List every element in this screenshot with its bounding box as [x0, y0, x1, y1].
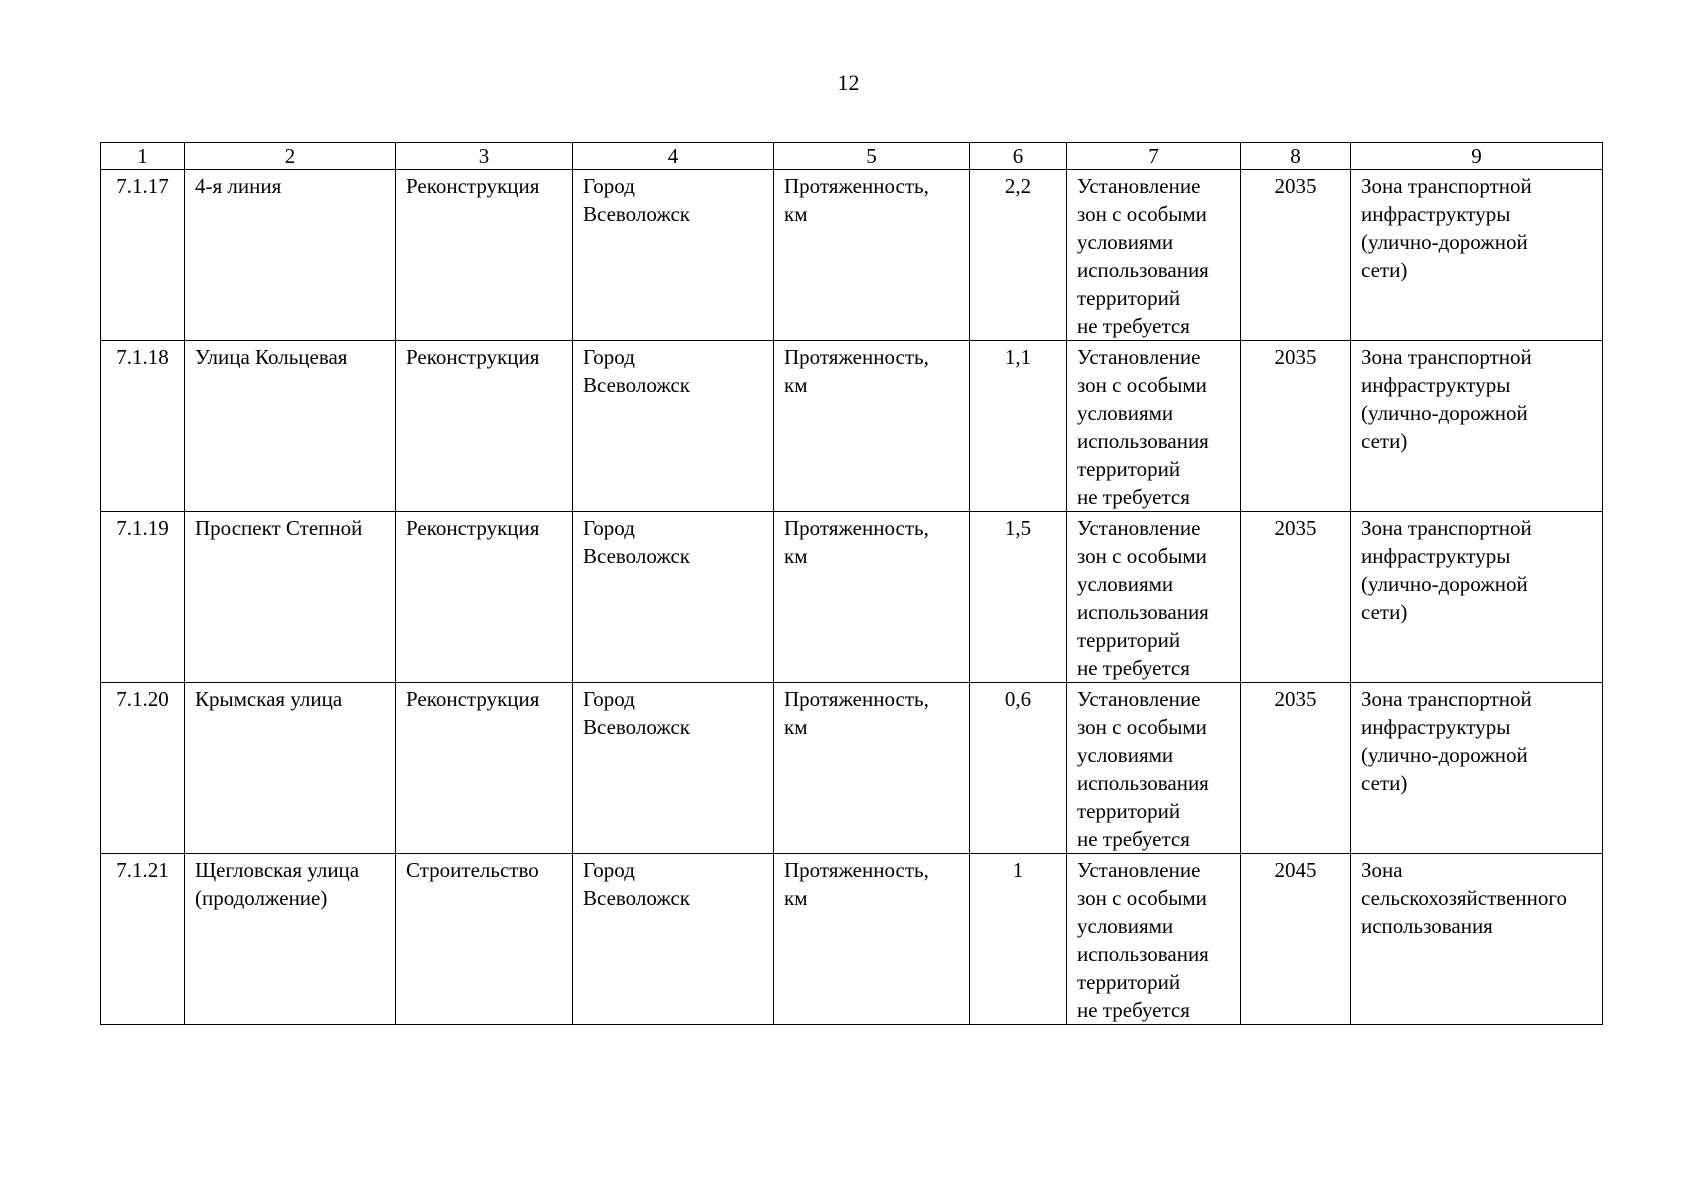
table-header-row	[101, 143, 1603, 170]
year-cell: 2035	[1241, 341, 1351, 512]
work-type-cell: Строительство	[396, 854, 573, 1025]
year-cell: 2035	[1241, 683, 1351, 854]
value-cell: 0,6	[970, 683, 1067, 854]
row-id-cell: 7.1.18	[101, 341, 185, 512]
value-cell: 1	[970, 854, 1067, 1025]
column-header: 4	[573, 143, 774, 170]
location-cell: Город Всеволожск	[573, 341, 774, 512]
object-name-cell: Проспект Степной	[185, 512, 396, 683]
table-row	[101, 512, 1603, 683]
column-header: 1	[101, 143, 185, 170]
work-type-cell: Реконструкция	[396, 341, 573, 512]
zone-type-cell: Зона сельскохозяйственного использования	[1351, 854, 1603, 1025]
metric-cell: Протяженность, км	[774, 854, 970, 1025]
row-id-cell: 7.1.21	[101, 854, 185, 1025]
value-cell: 1,5	[970, 512, 1067, 683]
year-cell: 2035	[1241, 512, 1351, 683]
metric-cell: Протяженность, км	[774, 683, 970, 854]
metric-cell: Протяженность, км	[774, 170, 970, 341]
zone-type-cell: Зона транспортной инфраструктуры (улично-дорожной сети)	[1351, 512, 1603, 683]
column-header: 6	[970, 143, 1067, 170]
object-name-cell: Улица Кольцевая	[185, 341, 396, 512]
zones-cell: Установление зон с особыми условиями использования территорий не требуется	[1067, 512, 1241, 683]
zone-type-cell: Зона транспортной инфраструктуры (улично-дорожной сети)	[1351, 683, 1603, 854]
zones-cell: Установление зон с особыми условиями использования территорий не требуется	[1067, 341, 1241, 512]
value-cell: 2,2	[970, 170, 1067, 341]
row-id-cell: 7.1.17	[101, 170, 185, 341]
table-row	[101, 341, 1603, 512]
table-row	[101, 854, 1603, 1025]
column-header: 8	[1241, 143, 1351, 170]
zone-type-cell: Зона транспортной инфраструктуры (улично-дорожной сети)	[1351, 170, 1603, 341]
metric-cell: Протяженность, км	[774, 341, 970, 512]
column-header: 7	[1067, 143, 1241, 170]
location-cell: Город Всеволожск	[573, 683, 774, 854]
page-number: 12	[837, 70, 860, 95]
column-header: 3	[396, 143, 573, 170]
table-row	[101, 170, 1603, 341]
zone-type-cell: Зона транспортной инфраструктуры (улично-дорожной сети)	[1351, 341, 1603, 512]
zones-cell: Установление зон с особыми условиями использования территорий не требуется	[1067, 854, 1241, 1025]
objects-table	[100, 142, 1603, 1025]
location-cell: Город Всеволожск	[573, 170, 774, 341]
object-name-cell: 4-я линия	[185, 170, 396, 341]
work-type-cell: Реконструкция	[396, 170, 573, 341]
row-id-cell: 7.1.20	[101, 683, 185, 854]
column-header: 9	[1351, 143, 1603, 170]
work-type-cell: Реконструкция	[396, 683, 573, 854]
location-cell: Город Всеволожск	[573, 512, 774, 683]
year-cell: 2035	[1241, 170, 1351, 341]
zones-cell: Установление зон с особыми условиями использования территорий не требуется	[1067, 170, 1241, 341]
column-header: 2	[185, 143, 396, 170]
work-type-cell: Реконструкция	[396, 512, 573, 683]
object-name-cell: Крымская улица	[185, 683, 396, 854]
object-name-cell: Щегловская улица (продолжение)	[185, 854, 396, 1025]
row-id-cell: 7.1.19	[101, 512, 185, 683]
table-row	[101, 683, 1603, 854]
year-cell: 2045	[1241, 854, 1351, 1025]
zones-cell: Установление зон с особыми условиями использования территорий не требуется	[1067, 683, 1241, 854]
column-header: 5	[774, 143, 970, 170]
metric-cell: Протяженность, км	[774, 512, 970, 683]
value-cell: 1,1	[970, 341, 1067, 512]
location-cell: Город Всеволожск	[573, 854, 774, 1025]
